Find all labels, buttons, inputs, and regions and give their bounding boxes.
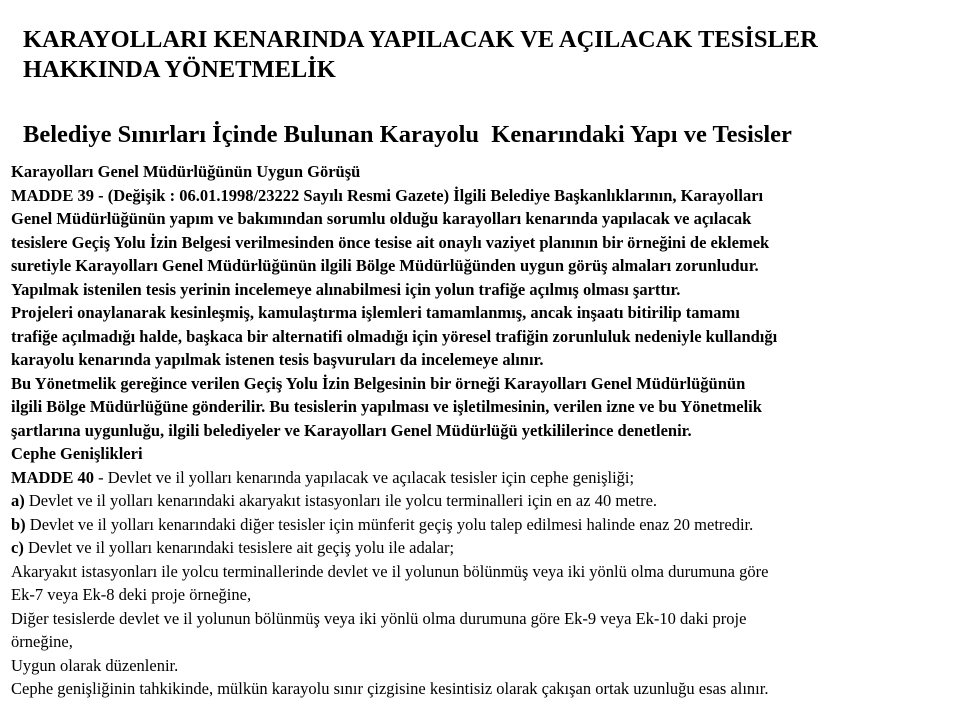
article-39-line: tesislere Geçiş Yolu İzin Belgesi verilmesinden önce tesise ait onaylı vaziyet planının bir örneğini de eklemek <box>11 232 770 252</box>
article-39-line: şartlarına uygunluğu, ilgili belediyeler ve Karayolları Genel Müdürlüğü yetkililerince denetlenir. <box>11 420 692 440</box>
item-text: Devlet ve il yolları kenarındaki diğer tesisler için münferit geçiş yolu talep edilmesi halinde enaz 20 metredir. <box>25 514 754 534</box>
article-39-line: Projeleri onaylanarak kesinleşmiş, kamulaştırma işlemleri tamamlanmış, ancak inşaatı bitirilip tamamı <box>11 303 740 322</box>
article-39-line: Bu Yönetmelik gereğince verilen Geçiş Yolu İzin Belgesinin bir örneği Karayolları Genel Müdürlüğünün <box>11 373 746 393</box>
title-line-2: HAKKINDA YÖNETMELİK <box>23 56 336 83</box>
article-39-heading: Karayolları Genel Müdürlüğünün Uygun Görüşü <box>11 162 361 181</box>
document-title <box>23 25 943 85</box>
article-40-line: örneğine, <box>11 632 73 651</box>
item-text: Devlet ve il yolları kenarındaki tesislere ait geçiş yolu ile adalar; <box>23 538 455 557</box>
article-39-line: ilgili Bölge Müdürlüğüne gönderilir. Bu tesislerin yapılması ve işletilmesinin, verilen izne ve bu Yönetmelik <box>11 397 762 416</box>
article-39-line: trafiğe açılmadığı halde, başkaca bir alternatifi olmadığı için yöresel trafiğin zorunluluk nedeniyle kullandığı <box>11 326 778 346</box>
document-body <box>11 160 951 701</box>
article-40-item-c <box>11 536 951 560</box>
article-39-line: Genel Müdürlüğünün yapım ve bakımından sorumlu olduğu karayolları kenarında yapılacak ve açılacak <box>11 209 752 228</box>
article-40-line: Diğer tesislerde devlet ve il yolunun bölünmüş veya iki yönlü olma durumuna göre Ek-9 veya Ek-10 daki proje <box>11 608 747 628</box>
article-40-line: Uygun olarak düzenlenir. <box>11 655 179 675</box>
section-title: Belediye Sınırları İçinde Bulunan Karayolu Kenarındaki Yapı ve Tesisler <box>23 121 792 148</box>
article-39-line: Yapılmak istenilen tesis yerinin incelemeye alınabilmesi için yolun trafiğe açılmış olması şarttır. <box>11 279 681 299</box>
article-39-line: suretiyle Karayolları Genel Müdürlüğünün ilgili Bölge Müdürlüğünden uygun görüş almaları zorunludur. <box>11 256 759 275</box>
item-label: c) <box>11 538 24 557</box>
article-40-intro <box>11 466 951 490</box>
article-40-item-a <box>11 489 951 513</box>
article-40-heading: Cephe Genişlikleri <box>11 444 143 463</box>
article-39 <box>11 160 951 442</box>
article-40-line: Ek-7 veya Ek-8 deki proje örneğine, <box>11 585 252 604</box>
article-40-label: MADDE 40 <box>11 467 94 487</box>
article-40-item-b <box>11 513 951 537</box>
item-label: b) <box>11 514 26 534</box>
article-40-line: Cephe genişliğinin tahkikinde, mülkün karayolu sınır çizgisine kesintisiz olarak çakışan ortak uzunluğu esas alınır. <box>11 679 769 698</box>
article-39-line: karayolu kenarında yapılmak istenen tesis başvuruları da incelemeye alınır. <box>11 350 544 369</box>
item-label: a) <box>11 491 25 510</box>
article-40-line: Akaryakıt istasyonları ile yolcu terminallerinde devlet ve il yolunun bölünmüş veya iki yönlü olma durumuna göre <box>11 561 769 581</box>
item-text: Devlet ve il yolları kenarındaki akaryakıt istasyonları ile yolcu terminalleri için en az 40 metre. <box>24 491 658 510</box>
article-39-line: MADDE 39 - (Değişik : 06.01.1998/23222 Sayılı Resmi Gazete) İlgili Belediye Başkanlıklarının, Karayolları <box>11 185 764 205</box>
article-40-intro-text: - Devlet ve il yolları kenarında yapılacak ve açılacak tesisler için cephe genişliği; <box>93 467 635 487</box>
title-line-1: KARAYOLLARI KENARINDA YAPILACAK VE AÇILACAK TESİSLER <box>23 26 818 53</box>
article-40 <box>11 442 951 701</box>
